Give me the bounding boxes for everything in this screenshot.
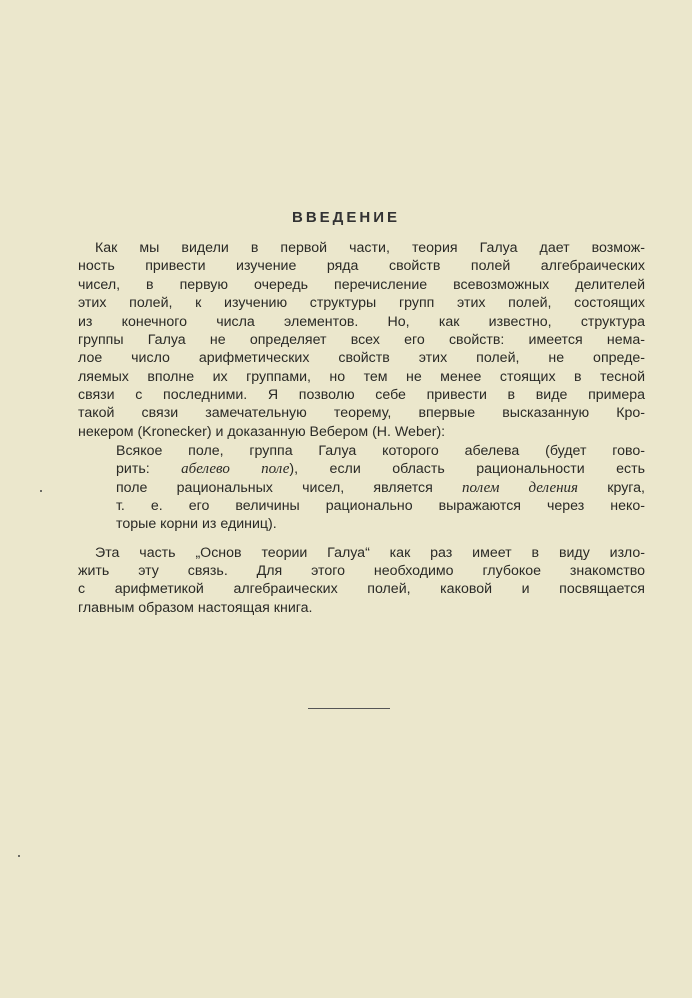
text-line: этих полей, к изучению структуры групп этих полей, состоящих: [78, 295, 645, 311]
text-line: жить эту связь. Для этого необходимо глубокое знакомство: [78, 563, 645, 579]
chapter-title: ВВЕДЕНИЕ: [292, 209, 400, 226]
section-divider: [308, 708, 390, 709]
text-line: т. е. его величины рационально выражаются через неко-: [116, 498, 645, 514]
text-line: из конечного числа элементов. Но, как известно, структура: [78, 314, 645, 330]
text-line: главным образом настоящая книга.: [78, 600, 313, 616]
scan-speck: [40, 490, 42, 492]
text-line: связи с последними. Я позволю себе привести в виде примера: [78, 387, 645, 403]
text: круга,: [578, 480, 645, 496]
text-line: [116, 460, 645, 478]
text-line: ность привести изучение ряда свойств полей алгебраических: [78, 258, 645, 274]
scan-speck: [18, 855, 20, 857]
text-line: чисел, в первую очередь перечисление всевозможных делителей: [78, 277, 645, 293]
text-line: такой связи замечательную теорему, впервые высказанную Кро-: [78, 405, 645, 421]
text-line: Как мы видели в первой части, теория Галуа дает возмож-: [95, 240, 645, 256]
text-line: Всякое поле, группа Галуа которого абелева (будет гово-: [116, 443, 645, 459]
text: рить:: [116, 461, 182, 477]
text-line: торые корни из единиц).: [116, 516, 277, 532]
text-line: [116, 479, 645, 497]
text-line: Эта часть „Основ теории Галуа“ как раз имеет в виду изло-: [95, 545, 645, 561]
italic-term: абелево поле: [181, 461, 290, 477]
text-line: ляемых вполне их группами, но тем не менее стоящих в тесной: [78, 369, 645, 385]
italic-term: полем деления: [462, 480, 579, 496]
text-line: некером (Kronecker) и доказанную Вебером (H. Weber):: [78, 424, 446, 440]
text-line: с арифметикой алгебраических полей, каковой и посвящается: [78, 581, 645, 597]
text-line: группы Галуа не определяет всех его свойств: имеется нема-: [78, 332, 645, 348]
text: поле рациональных чисел, является: [116, 480, 463, 496]
text: ), если область рациональности есть: [289, 461, 646, 477]
text-line: лое число арифметических свойств этих полей, не опреде-: [78, 350, 645, 366]
